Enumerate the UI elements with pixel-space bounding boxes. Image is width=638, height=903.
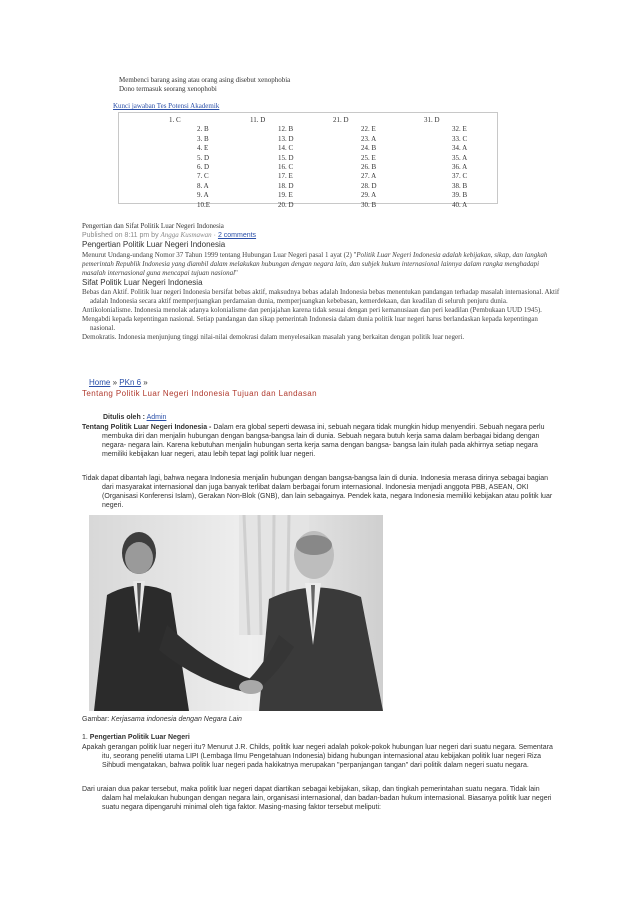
written-by-label: Ditulis oleh :: [103, 414, 145, 421]
answer-entry: 2. B: [197, 125, 209, 134]
post-2-para-2: [82, 474, 560, 510]
handshake-photo: [89, 515, 383, 711]
meta-time: 8:11 pm: [124, 232, 150, 239]
handshake-illustration: [89, 515, 383, 711]
meta-by: by: [151, 232, 159, 239]
answer-entry: 34. A: [452, 144, 468, 153]
photo-caption: [82, 715, 242, 724]
answer-key-heading: [113, 102, 219, 111]
answer-entry: 13. D: [278, 134, 294, 143]
post-2-para-3: [82, 743, 560, 770]
sifat-item: Antikolonialisme. Indonesia menolak adanya kolonialisme dan penjajahan karena tidak sesuai dengan peri kemanusiaan dan peri keadilan (Pembukaan UUD 1945).: [82, 306, 542, 314]
para-3-text: Apakah gerangan politik luar negeri itu? Menurut J.R. Childs, politik luar negeri adalah pokok-pokok hubungan luar negeri dari suatu negara. Sementara itu, seorang peneliti utama LIPI (Lembaga Ilmu Pengetahuan Indonesia) bidang hubungan internasional atau kebijakan politik luar negeri Riza Sihbudi mengatakan, bahwa politik luar negeri pada hakikatnya merupakan "perpanjangan tangan" dari politik dalam negeri suatu negara.: [82, 744, 553, 769]
breadcrumb-separator: »: [143, 378, 148, 387]
answer-key-table: [118, 112, 498, 209]
meta-author[interactable]: Angga Kusmawan: [160, 231, 212, 239]
post-1-meta: [82, 231, 562, 240]
para-1-italic: Politik Luar Negeri Indonesia adalah kebijakan, sikap, dan langkah pemerintah Republik Indonesia yang diambil dalam melakukan hubungan dengan negara lain, dan subjek hukum internasional lainnya dalam rangka menghadapi masalah internasional guna mencapai tujuan nasional: [82, 251, 548, 277]
written-by: [103, 413, 166, 422]
sifat-item: Mengabdi kepada kepentingan nasional. Setiap pandangan dan sikap pemerintah Indonesia dalam dunia politik luar negeri harus berlandaskan kepada kepentingan nasional.: [82, 315, 538, 332]
answer-entry: 18. D: [278, 181, 294, 190]
post-2-para-4: [82, 785, 560, 812]
answer-entry: 26. B: [361, 163, 377, 172]
section-title: Pengertian Politik Luar Negeri: [89, 734, 190, 741]
answer-entry: 9. A: [197, 191, 209, 200]
answer-entry: 11. D: [250, 116, 266, 124]
para-1-plain: Menurut Undang-undang Nomor 37 Tahun 1999 tentang Hubungan Luar Negeri pasal 1 ayat (2) ": [82, 251, 357, 259]
answer-column-4: [424, 116, 467, 210]
answer-entry: 8. A: [197, 181, 209, 190]
answer-entry: 38. B: [452, 181, 468, 190]
post-1-heading-1: Pengertian Politik Luar Negeri Indonesia: [82, 240, 226, 249]
answer-entry: 33. C: [452, 134, 468, 143]
sifat-item: Bebas dan Aktif. Politik luar negeri Indonesia bersifat bebas aktif, maksudnya bebas adalah Indonesia bebas menentukan pandangan terhadap masalah internasional. Aktif adalah Indonesia secara aktif memperjuangkan perdamaian dunia, memperjuangkan kebebasan, kemerdekaan, dan keadilan di seluruh penjuru dunia.: [82, 288, 560, 305]
answer-column-3: [333, 116, 377, 210]
answer-entry: 20. D: [278, 200, 294, 209]
breadcrumb: [89, 378, 148, 388]
answer-entry: 24. B: [361, 144, 377, 153]
post-2-intro: [82, 423, 560, 459]
answer-entry: 35. A: [452, 153, 468, 162]
intro-bold: Tentang Politik Luar Negeri Indonesia -: [82, 424, 212, 431]
post-1-title: Pengertian dan Sifat Politik Luar Negeri Indonesia: [82, 222, 224, 230]
answer-entry: 3. B: [197, 134, 209, 143]
top-line: Dono termasuk seorang xenophobi: [119, 85, 217, 93]
post-1-para-1: [82, 251, 562, 278]
answer-entry: 23. A: [361, 134, 377, 143]
post-1-heading-2: Sifat Politik Luar Negeri Indonesia: [82, 278, 203, 287]
intro-text: Dalam era global seperti dewasa ini, sebuah negara tidak mungkin hidup menyendiri. Sebuah negara perlu membuka diri dan menjalin hubungan dengan bangsa-bangsa lain di dunia. Sebuah negara butuh kerja sama dalam berbagai bidang dengan negara- negara lain. Karena kebutuhan menjalin hubungan serta kerja sama dengan bangsa- bangsa lain itulah pada akhirnya setiap negara memiliki kebijakan luar negeri, atau lebih tepat lagi politik luar negeri.: [102, 424, 545, 458]
answer-entry: 16. C: [278, 163, 294, 172]
answer-entry: 36. A: [452, 163, 468, 172]
answer-entry: 4. E: [197, 144, 209, 153]
breadcrumb-home[interactable]: Home: [89, 378, 111, 387]
author-link[interactable]: Admin: [146, 414, 167, 421]
answer-entry: 19. E: [278, 191, 293, 200]
answer-entry: 7. C: [197, 172, 209, 181]
answer-entry: 31. D: [424, 116, 440, 124]
answer-column-1: [169, 116, 210, 210]
answer-entry: 28. D: [361, 181, 377, 190]
answer-entry: 17. E: [278, 172, 293, 181]
intro-paragraph: [82, 423, 560, 459]
answer-entry: 22. E: [361, 125, 376, 134]
answer-key-link[interactable]: Kunci jawaban Tes Potensi Akademik: [113, 102, 220, 110]
post-1: [82, 222, 562, 342]
section-heading: [82, 733, 190, 742]
top-text-block: [119, 76, 290, 94]
caption-label: Gambar:: [82, 716, 110, 723]
answer-column-2: [250, 116, 294, 210]
answer-entry: 21. D: [333, 116, 349, 124]
answer-entry: 32. E: [452, 125, 467, 134]
answer-entry: 12. B: [278, 125, 294, 134]
sifat-item: Demokratis. Indonesia menjunjung tinggi nilai-nilai demokrasi dalam menyelesaikan masalah yang berkaitan dengan politik luar negeri.: [82, 333, 465, 341]
answer-entry: 29. A: [361, 191, 377, 200]
answer-entry: 39. B: [452, 191, 468, 200]
answer-entry: 10.E: [197, 200, 211, 209]
answer-entry: 37. C: [452, 172, 468, 181]
para-2-text: Tidak dapat dibantah lagi, bahwa negara Indonesia menjalin hubungan dengan bangsa-bangsa lain di dunia. Indonesia merasa dirinya sebagai bagian dari masyarakat internasional dan juga banyak terlibat dalam berbagai forum internasional. Indonesia menjadi anggota PBB, ASEAN, OKI (Organisasi Konferensi Islam), Gerakan Non-Blok (GNB), dan lain sebagainya. Pendek kata, negara Indonesia memiliki kebijakan atau politik luar negeri.: [82, 475, 553, 509]
answer-entry: 27. A: [361, 172, 377, 181]
answer-entry: 1. C: [169, 116, 181, 124]
meta-separator: ·: [213, 232, 216, 239]
answer-entry: 6. D: [197, 163, 210, 172]
post-2-title: Tentang Politik Luar Negeri Indonesia Tujuan dan Landasan: [82, 389, 317, 398]
meta-prefix: Published on: [82, 232, 123, 239]
answer-entry: 40. A: [452, 200, 468, 209]
caption-text: Kerjasama indonesia dengan Negara Lain: [111, 716, 242, 723]
post-1-items: [82, 288, 562, 342]
answer-entry: 30. B: [361, 200, 377, 209]
comments-link[interactable]: 2 comments: [217, 232, 257, 239]
answer-entry: 15. D: [278, 153, 294, 162]
para-4-text: Dari uraian dua pakar tersebut, maka politik luar negeri dapat diartikan sebagai kebijakan, sikap, dan tingkah pemerintahan suatu negara. Tidak lain dalam hal melakukan hubungan dengan negara lain, organisasi internasional, dan badan-badan hukum internasional. Biasanya politik luar negeri suatu negara dipengaruhi minimal oleh tiga faktor. Masing-masing faktor tersebut meliputi:: [82, 786, 552, 811]
top-line: Membenci barang asing atau orang asing disebut xenophobia: [119, 76, 291, 84]
breadcrumb-category[interactable]: PKn 6: [119, 378, 142, 387]
breadcrumb-separator: »: [112, 378, 118, 387]
answer-entry: 25. E: [361, 153, 376, 162]
answer-entry: 14. C: [278, 144, 294, 153]
answer-entry: 5. D: [197, 153, 210, 162]
para-1-end: ": [235, 269, 238, 277]
section-number: 1.: [82, 734, 88, 741]
